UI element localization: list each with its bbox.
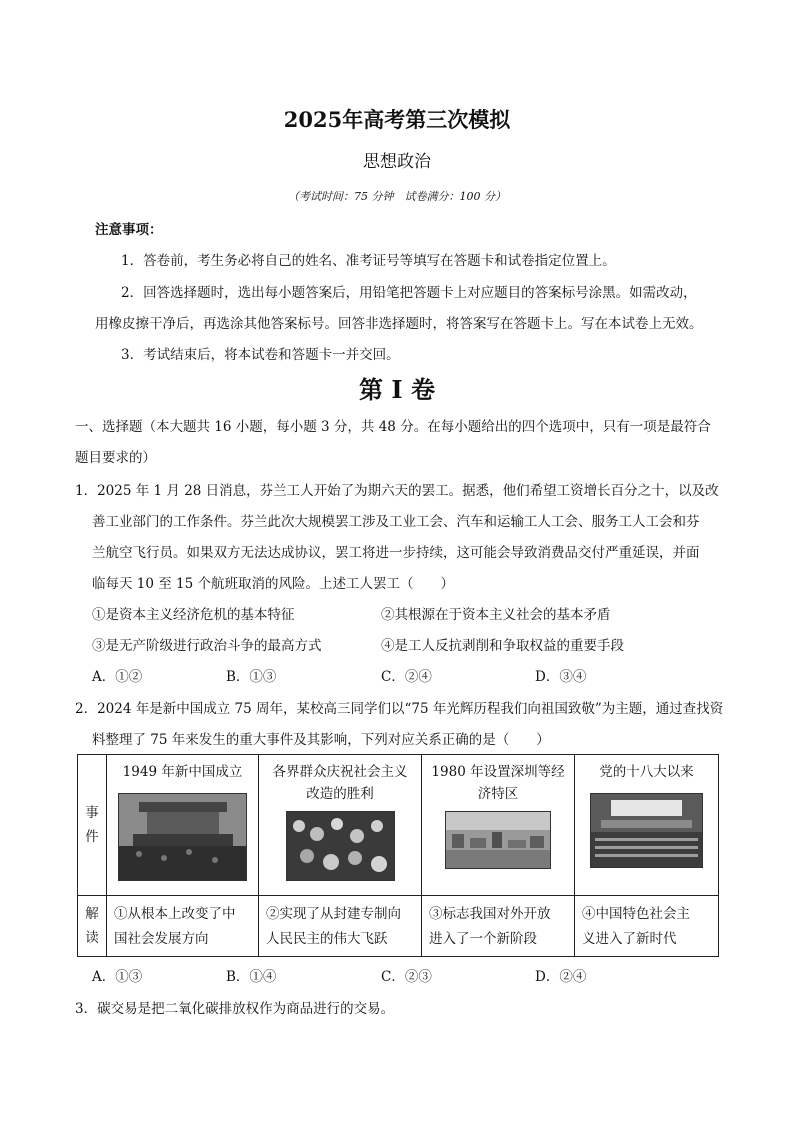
- congress-photo: [590, 793, 703, 868]
- row-header-char: 件: [85, 829, 99, 845]
- notice-heading: 注意事项：: [95, 222, 163, 238]
- q1-statement: ④是工人反抗剥削和争取权益的重要手段: [381, 638, 624, 654]
- interpretation-text: ②实现了从封建专制向: [266, 906, 401, 922]
- row-header-char: 读: [85, 930, 99, 946]
- celebration-image: [287, 812, 394, 880]
- q1-option-a[interactable]: A．①②: [92, 669, 143, 685]
- congress-image: [591, 794, 702, 867]
- q2-option-b[interactable]: B．①④: [226, 969, 277, 985]
- q2-option-d[interactable]: D．②④: [535, 969, 587, 985]
- q1-stem-line: 临每天 10 至 15 个航班取消的风险。上述工人罢工（ ）: [92, 576, 455, 592]
- interpretation-text: 义进入了新时代: [582, 931, 677, 947]
- q3-stem-line: 3．碳交易是把二氧化碳排放权作为商品进行的交易。: [75, 1001, 395, 1017]
- event-label: 党的十八大以来: [599, 764, 694, 780]
- interpretation-text: ③标志我国对外开放: [429, 906, 551, 922]
- interpretation-text: 人民民主的伟大飞跃: [266, 931, 388, 947]
- q2-option-c[interactable]: C．②③: [381, 969, 432, 985]
- q1-stem-line: 兰航空飞行员。如果双方无法达成协议，罢工将进一步持续，这可能会导致消费品交付严重延误，并面: [92, 545, 700, 561]
- interpretation-text: 国社会发展方向: [114, 931, 209, 947]
- notice-item-2: 2．回答选择题时，选出每小题答案后，用铅笔把答题卡上对应题目的答案标号涂黑。如需改动，: [121, 285, 697, 301]
- notice-item-1: 1．答卷前，考生务必将自己的姓名、准考证号等填写在答题卡和试卷指定位置上。: [121, 253, 616, 269]
- event-label: 改造的胜利: [306, 786, 374, 802]
- q2-option-a[interactable]: A．①③: [92, 969, 143, 985]
- interpretation-text: ①从根本上改变了中: [114, 906, 236, 922]
- q1-stem-line: 善工业部门的工作条件。芬兰此次大规模罢工涉及工业工会、汽车和运输工人工会、服务工人工会和芬: [92, 514, 700, 530]
- notice-item-2-cont: 用橡皮擦干净后，再选涂其他答案标号。回答非选择题时，将答案写在答题卡上。写在本试卷上无效。: [95, 316, 703, 332]
- event-label: 1980 年设置深圳等经: [431, 764, 565, 780]
- notice-item-3: 3．考试结束后，将本试卷和答题卡一并交回。: [121, 347, 400, 363]
- tiananmen-photo: [118, 793, 247, 881]
- q2-stem-line: 2．2024 年是新中国成立 75 周年，某校高三同学们以“75 年光辉历程我们向祖国致敬”为主题，通过查找资: [75, 701, 724, 717]
- shenzhen-image: [446, 812, 550, 868]
- interpretation-cell: [107, 896, 259, 957]
- shenzhen-photo: [445, 811, 551, 869]
- event-cell: [422, 755, 575, 896]
- event-cell: [107, 755, 259, 896]
- section-title: 第 I 卷: [359, 375, 435, 404]
- exam-title: 2025年高考第三次模拟: [283, 107, 511, 132]
- q1-statement: ①是资本主义经济危机的基本特征: [92, 607, 295, 623]
- subject-title: 思想政治: [363, 152, 431, 172]
- row-header-events: [78, 755, 107, 896]
- event-label: 济特区: [477, 786, 519, 802]
- interpretation-text: 进入了一个新阶段: [429, 931, 537, 947]
- tiananmen-image: [119, 794, 246, 880]
- exam-info: （考试时间：75 分钟 试卷满分：100 分）: [288, 190, 506, 203]
- q1-option-d[interactable]: D．③④: [535, 669, 587, 685]
- event-label: 1949 年新中国成立: [122, 764, 243, 780]
- event-cell: [259, 755, 422, 896]
- q1-statement: ②其根源在于资本主义社会的基本矛盾: [381, 607, 611, 623]
- interpretation-cell: [422, 896, 575, 957]
- q2-stem-line: 料整理了 75 年来发生的重大事件及其影响，下列对应关系正确的是（ ）: [92, 732, 550, 748]
- celebration-photo: [286, 811, 395, 881]
- q1-option-b[interactable]: B．①③: [226, 669, 277, 685]
- q1-stem-line: 1．2025 年 1 月 28 日消息，芬兰工人开始了为期六天的罢工。据悉，他们希望工资增长百分之十，以及改: [75, 483, 719, 499]
- event-cell: [575, 755, 719, 896]
- q1-option-c[interactable]: C．②④: [381, 669, 432, 685]
- row-header-char: 事: [85, 805, 99, 821]
- interpretation-cell: [259, 896, 422, 957]
- q1-statement: ③是无产阶级进行政治斗争的最高方式: [92, 638, 322, 654]
- interpretation-cell: [575, 896, 719, 957]
- event-label: 各界群众庆祝社会主义: [272, 764, 408, 780]
- row-header-interpretation: [78, 896, 107, 957]
- row-header-char: 解: [85, 906, 99, 922]
- events-table: [77, 754, 719, 957]
- interpretation-text: ④中国特色社会主: [582, 906, 690, 922]
- section-instructions: 一、选择题（本大题共 16 小题，每小题 3 分，共 48 分。在每小题给出的四个选项中，只有一项是最符合: [75, 419, 711, 435]
- section-instructions-cont: 题目要求的）: [75, 450, 156, 466]
